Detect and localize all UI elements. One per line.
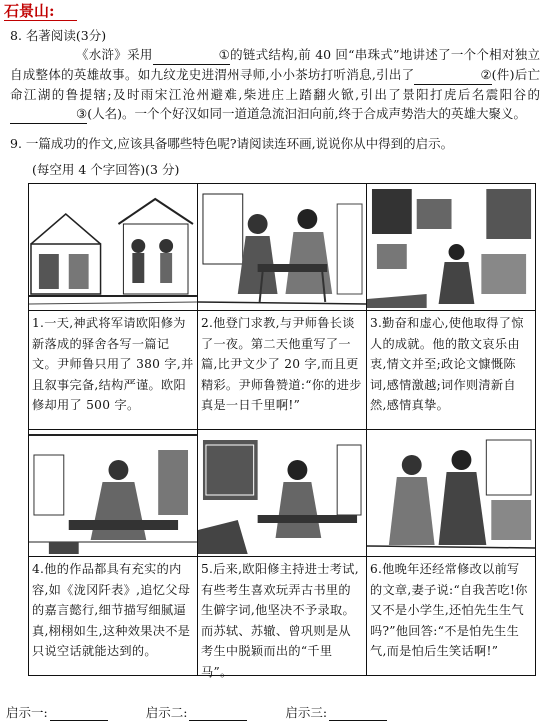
- comic-caption-2: 2.他登门求教,与尹师鲁长谈了一夜。第二天他重写了一篇,比尹文少了 20 字,而且更精彩。尹师鲁赞道:“你的进步真是一日千里啊!”: [200, 316, 362, 412]
- question-8: [10, 26, 540, 124]
- question-9-note: (每空用 4 个字回答)(3 分): [32, 162, 180, 177]
- comic-illustration-6: [367, 430, 535, 556]
- question-9: 9. 一篇成功的作文,应该具备哪些特色呢?请阅读连环画,说说你从中得到的启示。: [10, 136, 454, 151]
- comic-caption-6: 6.他晚年还经常修改以前写的文章,妻子说:“自我苦吃!你又不是小学生,还怕先生生气吗?”他回答:“不是怕先生生气,而是怕后生笑话啊!”: [369, 562, 528, 658]
- answer-blank-3[interactable]: ③: [10, 104, 87, 124]
- insight-3-blank[interactable]: [329, 708, 387, 721]
- comic-grid: [28, 183, 536, 679]
- insight-3-label: 启示三:: [285, 705, 328, 720]
- comic-illustration-2: [198, 184, 366, 310]
- comic-illustration-4: [29, 430, 197, 556]
- answer-blank-1[interactable]: ①: [153, 45, 230, 65]
- insight-2-blank[interactable]: [189, 708, 247, 721]
- comic-caption-1: 1.一天,神武将军请欧阳修为新落成的驿舍各写一篇记文。尹师鲁只用了 380 字,并且叙事完备,结构严谨。欧阳修却用了 500 字。: [32, 316, 194, 412]
- answer-footer: [6, 703, 536, 721]
- comic-illustration-1: [29, 184, 197, 310]
- answer-blank-2[interactable]: ②: [414, 65, 491, 85]
- region-header: 石景山:: [4, 2, 77, 21]
- question-8-body: 《水浒》采用 ①的链式结构,前 40 回“串珠式”地讲述了一个个相对独立自成整体的英雄故事。如九纹龙史进渭州寻师,小小茶坊打听消息,引出了 ②(件)后亡命江湖的鲁提辖;及时雨宋江沧州避难,柴进庄上踏翻火锨,引出了景阳打虎后名震阳谷的③(人名)。一个个好汉如同一道道急流汩汩向前,终于合成声势浩大的英雄大聚义。: [10, 45, 540, 124]
- insight-1-label: 启示一:: [6, 705, 48, 720]
- comic-illustration-3: [367, 184, 535, 310]
- comic-caption-4: 4.他的作品都具有充实的内容,如《泷冈阡表》,追忆父母的嘉言懿行,细节描写细腻逼真,栩栩如生,这种效果决不是只说空话就能达到的。: [32, 562, 191, 658]
- comic-illustration-5: [198, 430, 366, 556]
- comic-caption-5: 5.后来,欧阳修主持进士考试,有些考生喜欢玩弄古书里的生僻字词,他坚决不予录取。而苏轼、苏辙、曾巩则是从考生中脱颖而出的“千里马”。: [200, 562, 359, 679]
- comic-caption-3: 3.勤奋和虚心,使他取得了惊人的成就。他的散文哀乐由衷,情文并至;政论文慷慨陈词,感情激越;词作则清新自然,感情真挚。: [369, 316, 524, 412]
- question-8-title: 8. 名著阅读(3分): [10, 28, 107, 43]
- insight-1-blank[interactable]: [50, 708, 108, 721]
- insight-2-label: 启示二:: [145, 705, 188, 720]
